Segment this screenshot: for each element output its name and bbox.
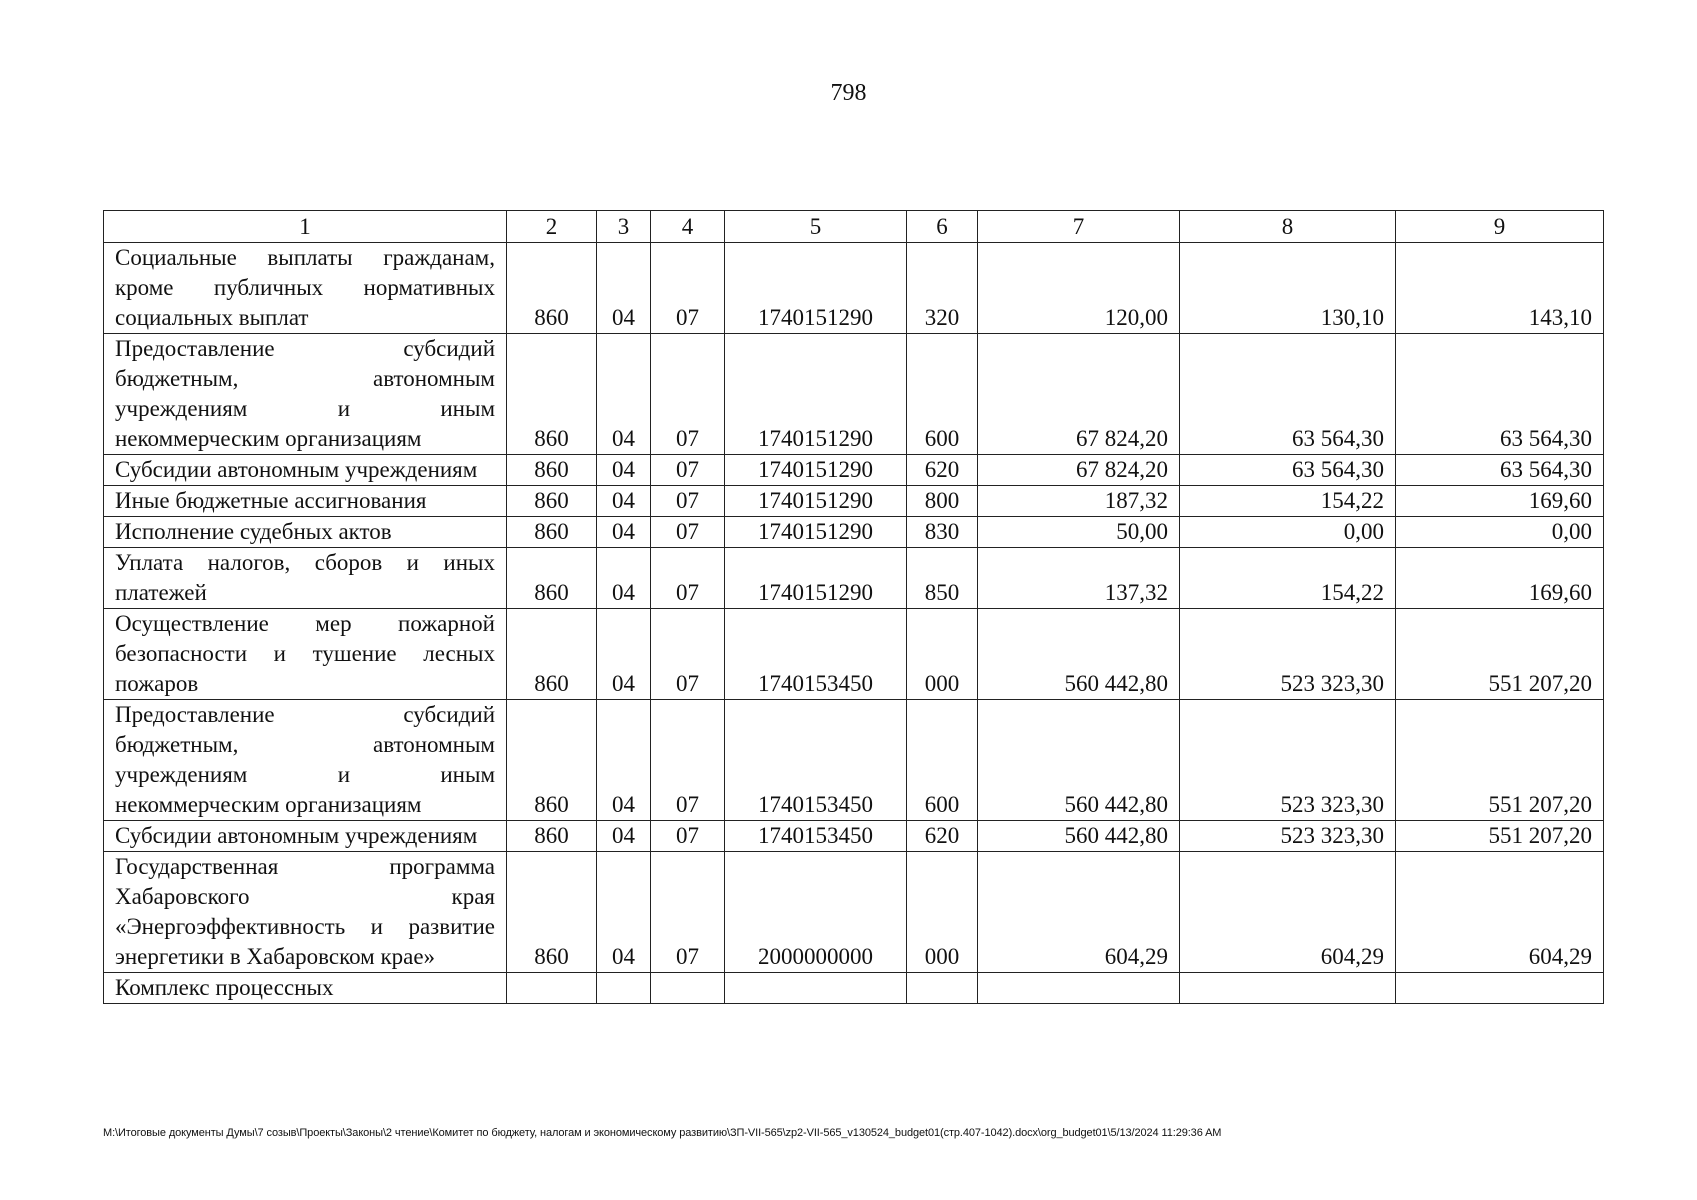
cell-col-6: 000: [907, 852, 978, 973]
cell-col-3: 04: [597, 486, 651, 517]
cell-col-9: 169,60: [1396, 486, 1604, 517]
header-col-9: 9: [1396, 211, 1604, 243]
cell-col-2: 860: [507, 609, 597, 700]
cell-col-7: 67 824,20: [978, 334, 1180, 455]
budget-table: [103, 210, 1604, 1004]
cell-col-6: 000: [907, 609, 978, 700]
cell-col-6: 800: [907, 486, 978, 517]
cell-col-6: 620: [907, 821, 978, 852]
cell-col-8: 130,10: [1180, 243, 1396, 334]
cell-col-7: 67 824,20: [978, 455, 1180, 486]
cell-col-7: 50,00: [978, 517, 1180, 548]
cell-col-4: 07: [651, 486, 725, 517]
cell-col-3: 04: [597, 334, 651, 455]
row-name: Предоставление субсидий бюджетным, автономным учреждениям и иным некоммерческим организациям: [104, 700, 507, 821]
cell-col-8: 63 564,30: [1180, 455, 1396, 486]
table-row: [104, 334, 1604, 455]
cell-col-9: 551 207,20: [1396, 609, 1604, 700]
cell-col-4: [651, 973, 725, 1004]
cell-col-2: 860: [507, 548, 597, 609]
table-header: [104, 211, 1604, 243]
cell-col-9: 63 564,30: [1396, 334, 1604, 455]
header-col-5: 5: [725, 211, 907, 243]
cell-col-9: 169,60: [1396, 548, 1604, 609]
cell-col-5: 1740153450: [725, 821, 907, 852]
cell-col-3: 04: [597, 517, 651, 548]
cell-col-9: 0,00: [1396, 517, 1604, 548]
cell-col-4: 07: [651, 700, 725, 821]
header-col-6: 6: [907, 211, 978, 243]
cell-col-7: 120,00: [978, 243, 1180, 334]
table-row: [104, 973, 1604, 1004]
row-name: Государственная программа Хабаровского края «Энергоэффективность и развитие энергетики в Хабаровском крае»: [104, 852, 507, 973]
cell-col-6: 320: [907, 243, 978, 334]
cell-col-5: 1740151290: [725, 334, 907, 455]
cell-col-4: 07: [651, 548, 725, 609]
row-name: Иные бюджетные ассигнования: [104, 486, 507, 517]
cell-col-9: [1396, 973, 1604, 1004]
header-row: [104, 211, 1604, 243]
row-name: Субсидии автономным учреждениям: [104, 455, 507, 486]
cell-col-3: 04: [597, 700, 651, 821]
header-col-4: 4: [651, 211, 725, 243]
table-row: [104, 486, 1604, 517]
row-name: Субсидии автономным учреждениям: [104, 821, 507, 852]
cell-col-9: 551 207,20: [1396, 821, 1604, 852]
cell-col-5: 1740151290: [725, 548, 907, 609]
table-row: [104, 455, 1604, 486]
table-row: [104, 243, 1604, 334]
table-row: [104, 852, 1604, 973]
cell-col-9: 143,10: [1396, 243, 1604, 334]
cell-col-7: 187,32: [978, 486, 1180, 517]
row-name: Комплекс процессных: [104, 973, 507, 1004]
cell-col-6: 830: [907, 517, 978, 548]
cell-col-9: 63 564,30: [1396, 455, 1604, 486]
row-name: Осуществление мер пожарной безопасности и тушение лесных пожаров: [104, 609, 507, 700]
cell-col-9: 604,29: [1396, 852, 1604, 973]
page-number: 798: [830, 80, 867, 106]
cell-col-6: 600: [907, 334, 978, 455]
cell-col-4: 07: [651, 609, 725, 700]
table-row: [104, 548, 1604, 609]
cell-col-6: 850: [907, 548, 978, 609]
cell-col-4: 07: [651, 243, 725, 334]
table-body: [104, 243, 1604, 1004]
table-row: [104, 609, 1604, 700]
cell-col-2: 860: [507, 821, 597, 852]
cell-col-7: 560 442,80: [978, 700, 1180, 821]
cell-col-3: 04: [597, 548, 651, 609]
cell-col-8: 604,29: [1180, 852, 1396, 973]
cell-col-2: 860: [507, 852, 597, 973]
cell-col-7: 137,32: [978, 548, 1180, 609]
cell-col-8: 154,22: [1180, 548, 1396, 609]
cell-col-4: 07: [651, 852, 725, 973]
cell-col-2: [507, 973, 597, 1004]
cell-col-5: 1740153450: [725, 609, 907, 700]
cell-col-5: 1740151290: [725, 455, 907, 486]
cell-col-4: 07: [651, 821, 725, 852]
row-name: Социальные выплаты гражданам, кроме публичных нормативных социальных выплат: [104, 243, 507, 334]
header-col-3: 3: [597, 211, 651, 243]
cell-col-5: 1740151290: [725, 486, 907, 517]
cell-col-2: 860: [507, 455, 597, 486]
cell-col-9: 551 207,20: [1396, 700, 1604, 821]
cell-col-3: 04: [597, 821, 651, 852]
cell-col-3: 04: [597, 609, 651, 700]
cell-col-6: 600: [907, 700, 978, 821]
row-name: Уплата налогов, сборов и иных платежей: [104, 548, 507, 609]
cell-col-5: 1740151290: [725, 517, 907, 548]
cell-col-2: 860: [507, 486, 597, 517]
cell-col-8: 0,00: [1180, 517, 1396, 548]
cell-col-8: 523 323,30: [1180, 609, 1396, 700]
cell-col-2: 860: [507, 700, 597, 821]
cell-col-2: 860: [507, 334, 597, 455]
cell-col-6: [907, 973, 978, 1004]
cell-col-5: 1740151290: [725, 243, 907, 334]
header-col-8: 8: [1180, 211, 1396, 243]
cell-col-8: 523 323,30: [1180, 821, 1396, 852]
cell-col-4: 07: [651, 334, 725, 455]
cell-col-5: 1740153450: [725, 700, 907, 821]
cell-col-6: 620: [907, 455, 978, 486]
footer-file-path: M:\Итоговые документы Думы\7 созыв\Проекты\Законы\2 чтение\Комитет по бюджету, налогам и экономическому развитию\ЗП-VII-565\zp2-VII-565_v130524_budget01(стр.407-1042).docx\org_budget01\5/13/2024 11:29:36 AM: [103, 1127, 1222, 1139]
cell-col-7: 560 442,80: [978, 821, 1180, 852]
cell-col-4: 07: [651, 517, 725, 548]
table-row: [104, 517, 1604, 548]
cell-col-7: 604,29: [978, 852, 1180, 973]
cell-col-5: [725, 973, 907, 1004]
cell-col-3: 04: [597, 455, 651, 486]
cell-col-8: 63 564,30: [1180, 334, 1396, 455]
cell-col-7: [978, 973, 1180, 1004]
header-col-7: 7: [978, 211, 1180, 243]
cell-col-4: 07: [651, 455, 725, 486]
cell-col-3: 04: [597, 243, 651, 334]
header-col-2: 2: [507, 211, 597, 243]
table-row: [104, 821, 1604, 852]
cell-col-8: [1180, 973, 1396, 1004]
cell-col-3: 04: [597, 852, 651, 973]
cell-col-7: 560 442,80: [978, 609, 1180, 700]
row-name: Исполнение судебных актов: [104, 517, 507, 548]
table-row: [104, 700, 1604, 821]
cell-col-8: 523 323,30: [1180, 700, 1396, 821]
cell-col-2: 860: [507, 517, 597, 548]
cell-col-2: 860: [507, 243, 597, 334]
row-name: Предоставление субсидий бюджетным, автономным учреждениям и иным некоммерческим организациям: [104, 334, 507, 455]
header-col-1: 1: [104, 211, 507, 243]
cell-col-8: 154,22: [1180, 486, 1396, 517]
cell-col-3: [597, 973, 651, 1004]
cell-col-5: 2000000000: [725, 852, 907, 973]
